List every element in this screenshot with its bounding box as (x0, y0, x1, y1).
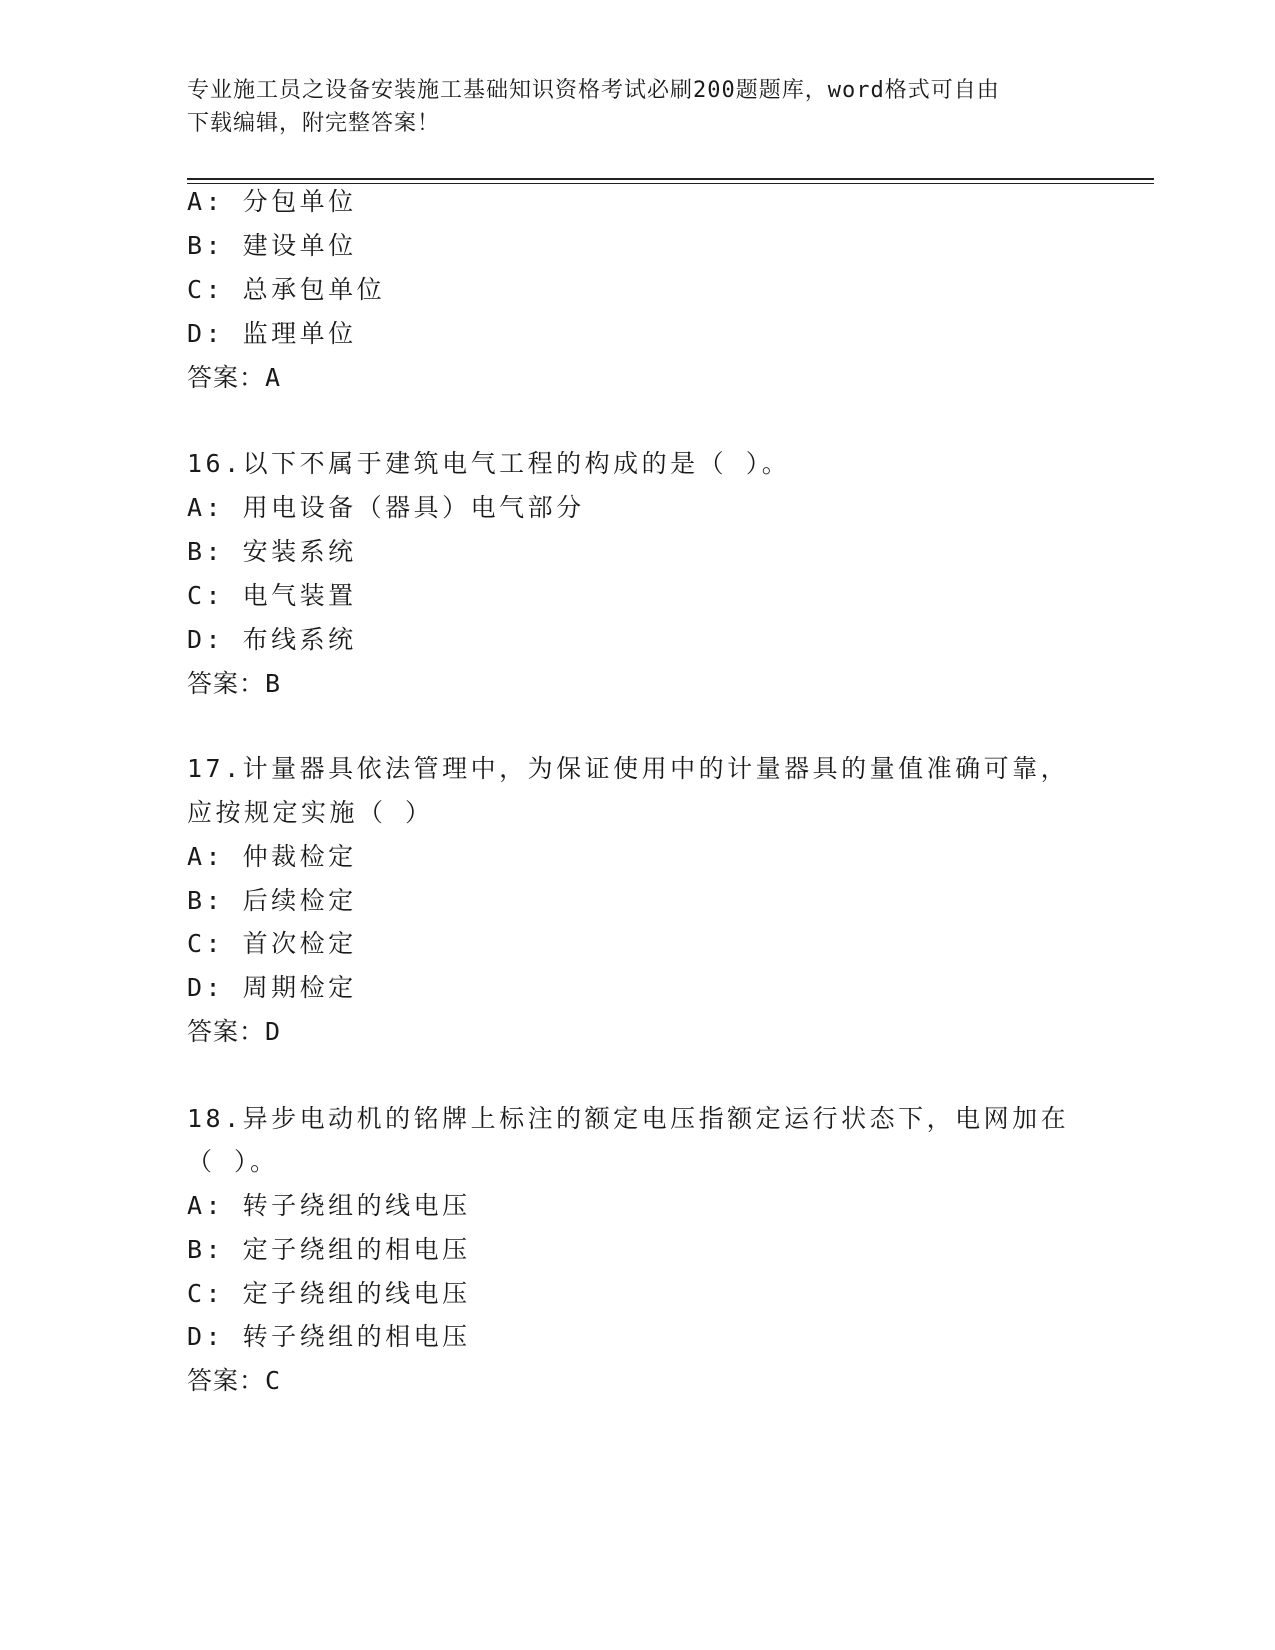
q15-option-c: C: 总承包单位 (187, 275, 386, 304)
q17-option-c: C: 首次检定 (187, 929, 357, 958)
q16-option-c: C: 电气装置 (187, 581, 357, 610)
q15-option-d: D: 监理单位 (187, 319, 357, 348)
answer-value: C (265, 1366, 282, 1395)
q18-question-line-2: （ ）。 (187, 1147, 279, 1176)
header-divider (187, 178, 1154, 184)
q17-option-b: B: 后续检定 (187, 886, 357, 915)
q18-option-d: D: 转子绕组的相电压 (187, 1322, 471, 1351)
answer-label: 答案： (187, 363, 266, 392)
header-line-1: 专业施工员之设备安装施工基础知识资格考试必刷200题题库，word格式可自由 (187, 78, 1000, 103)
q15-answer (187, 363, 281, 393)
answer-label: 答案： (187, 1017, 266, 1046)
q18-answer (187, 1366, 281, 1396)
answer-value: D (265, 1017, 282, 1046)
q18-option-c: C: 定子绕组的线电压 (187, 1279, 471, 1308)
q16-answer (187, 669, 281, 699)
q17-question-line-1: 17.计量器具依法管理中，为保证使用中的计量器具的量值准确可靠， (187, 754, 1070, 783)
q16-option-b: B: 安装系统 (187, 537, 357, 566)
q17-option-d: D: 周期检定 (187, 973, 357, 1002)
q15-option-b: B: 建设单位 (187, 231, 357, 260)
q16-question: 16.以下不属于建筑电气工程的构成的是（ ）。 (187, 449, 791, 478)
q17-answer (187, 1017, 281, 1047)
q15-option-a: A: 分包单位 (187, 187, 357, 216)
q16-option-a: A: 用电设备（器具）电气部分 (187, 493, 585, 522)
answer-value: B (265, 669, 282, 698)
header-line-2: 下载编辑，附完整答案！ (187, 111, 441, 136)
answer-label: 答案： (187, 669, 266, 698)
q17-option-a: A: 仲裁检定 (187, 842, 357, 871)
q18-option-a: A: 转子绕组的线电压 (187, 1191, 471, 1220)
q18-option-b: B: 定子绕组的相电压 (187, 1235, 471, 1264)
q16-option-d: D: 布线系统 (187, 625, 357, 654)
answer-value: A (265, 363, 282, 392)
q18-question-line-1: 18.异步电动机的铭牌上标注的额定电压指额定运行状态下，电网加在 (187, 1104, 1070, 1133)
document-header (187, 74, 1067, 140)
q17-question-line-2: 应按规定实施（ ） (187, 798, 434, 827)
answer-label: 答案： (187, 1366, 266, 1395)
